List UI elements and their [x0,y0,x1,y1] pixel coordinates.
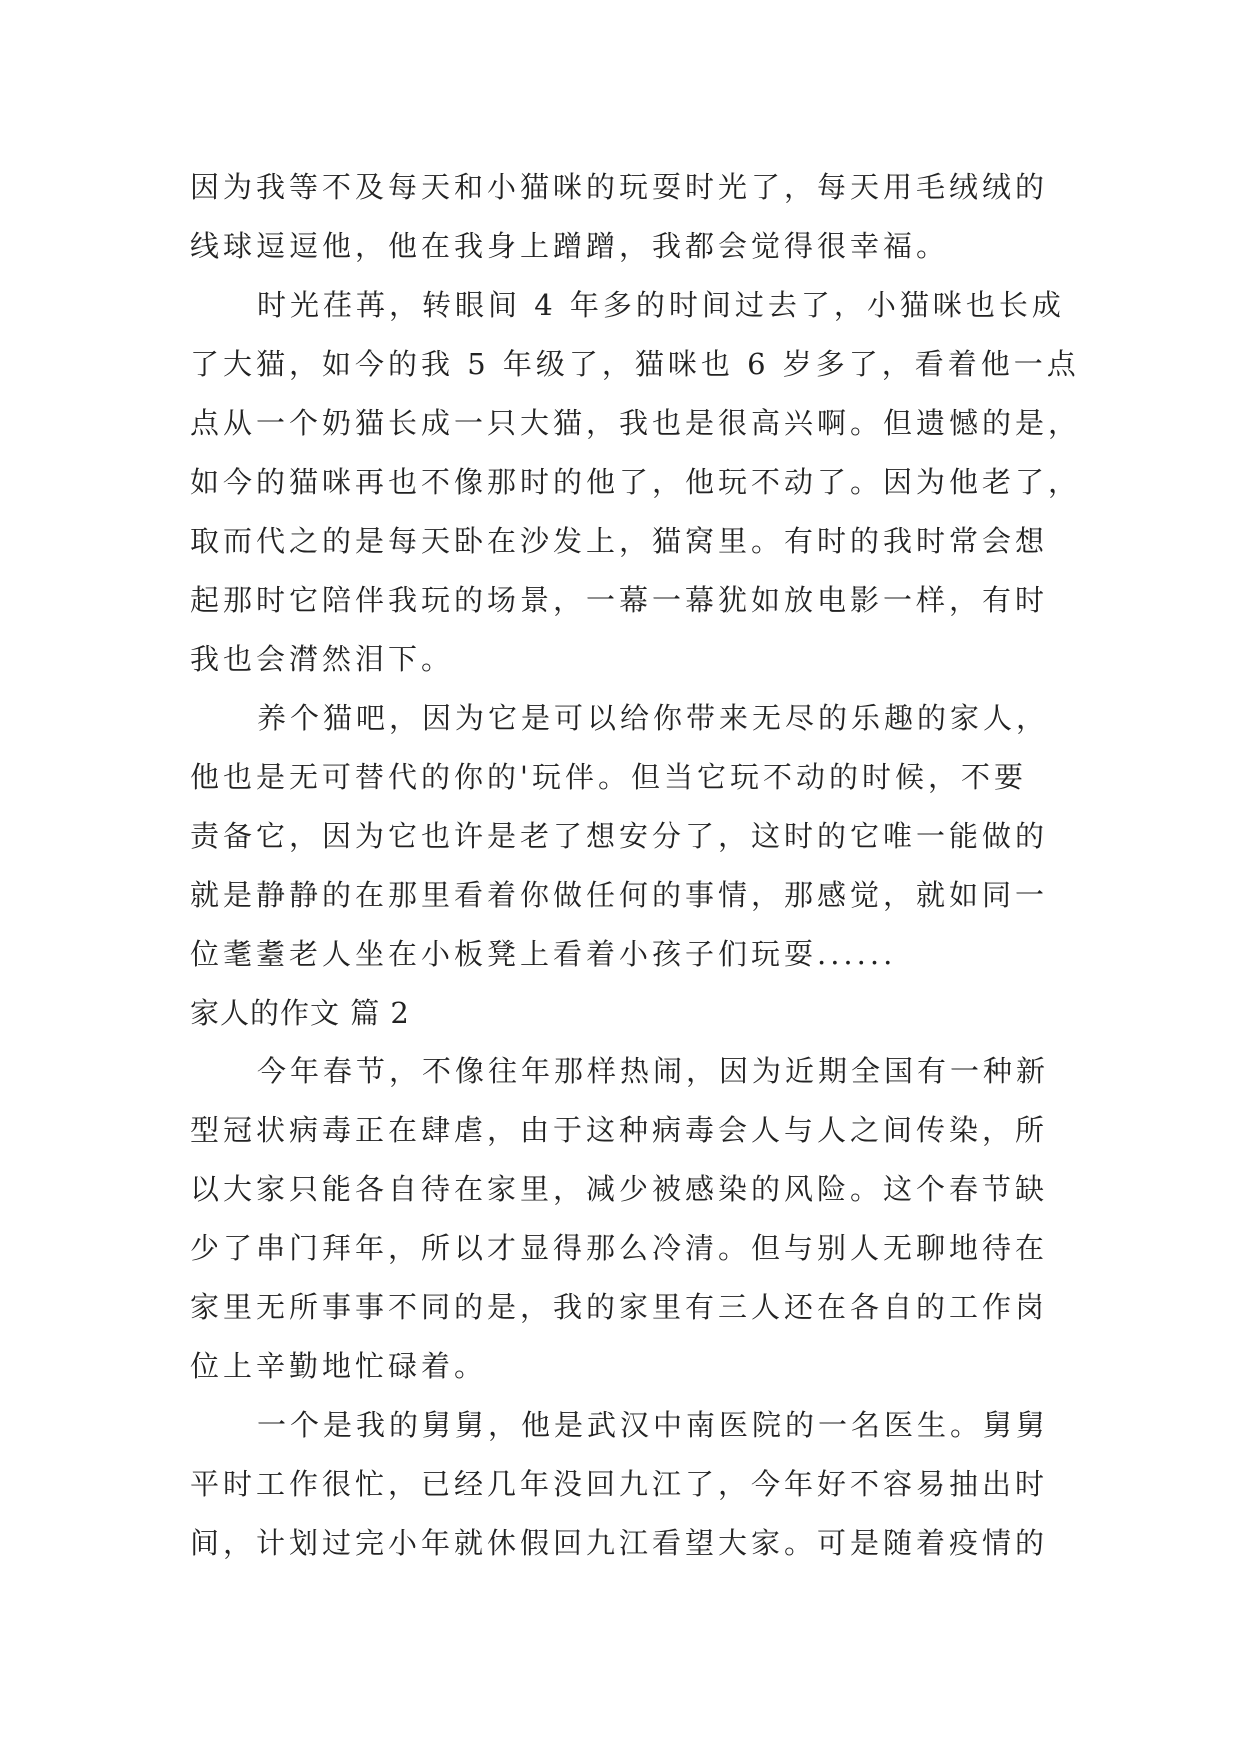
text-line: 点从一个奶猫长成一只大猫，我也是很高兴啊。但遗憾的是， [190,406,1082,440]
text-line: 一个是我的舅舅，他是武汉中南医院的一名医生。舅舅 [257,1408,1050,1442]
text-line: 平时工作很忙，已经几年没回九江了，今年好不容易抽出时 [190,1467,1049,1501]
text-line: 责备它，因为它也许是老了想安分了，这时的它唯一能做的 [190,819,1049,853]
text-line: 我也会潸然泪下。 [190,642,455,676]
document-body [190,158,1082,1573]
text-line: 今年春节，不像往年那样热闹，因为近期全国有一种新 [257,1054,1050,1088]
text-line: 起那时它陪伴我玩的场景，一幕一幕犹如放电影一样，有时 [190,583,1049,617]
text-line: 位耄耋老人坐在小板凳上看着小孩子们玩耍...... [190,937,897,971]
text-line: 线球逗逗他，他在我身上蹭蹭，我都会觉得很幸福。 [190,229,950,263]
section-heading: 家人的作文 篇 2 [190,996,410,1030]
text-line: 位上辛勤地忙碌着。 [190,1349,488,1383]
text-line: 取而代之的是每天卧在沙发上，猫窝里。有时的我时常会想 [190,524,1049,558]
text-line: 间，计划过完小年就休假回九江看望大家。可是随着疫情的 [190,1526,1049,1560]
text-line: 如今的猫咪再也不像那时的他了，他玩不动了。因为他老了， [190,465,1082,499]
text-line: 就是静静的在那里看着你做任何的事情，那感觉，就如同一 [190,878,1049,912]
paragraph [190,689,1060,984]
text-line: 少了串门拜年，所以才显得那么冷清。但与别人无聊地待在 [190,1231,1049,1265]
paragraph [190,1396,1060,1573]
text-line: 养个猫吧，因为它是可以给你带来无尽的乐趣的家人， [257,701,1050,735]
text-line: 时光荏苒，转眼间 4 年多的时间过去了，小猫咪也长成 [257,288,1065,322]
text-line: 以大家只能各自待在家里，减少被感染的风险。这个春节缺 [190,1172,1049,1206]
text-line: 他也是无可替代的你的'玩伴。但当它玩不动的时候，不要 [190,760,1027,794]
text-line: 因为我等不及每天和小猫咪的玩耍时光了，每天用毛绒绒的 [190,170,1049,204]
paragraph [190,1042,1060,1396]
paragraph [190,276,1082,689]
text-line: 家里无所事事不同的是，我的家里有三人还在各自的工作岗 [190,1290,1049,1324]
text-line: 型冠状病毒正在肆虐，由于这种病毒会人与人之间传染，所 [190,1113,1049,1147]
text-line: 了大猫，如今的我 5 年级了，猫咪也 6 岁多了，看着他一点 [190,347,1080,381]
paragraph [190,158,1060,276]
